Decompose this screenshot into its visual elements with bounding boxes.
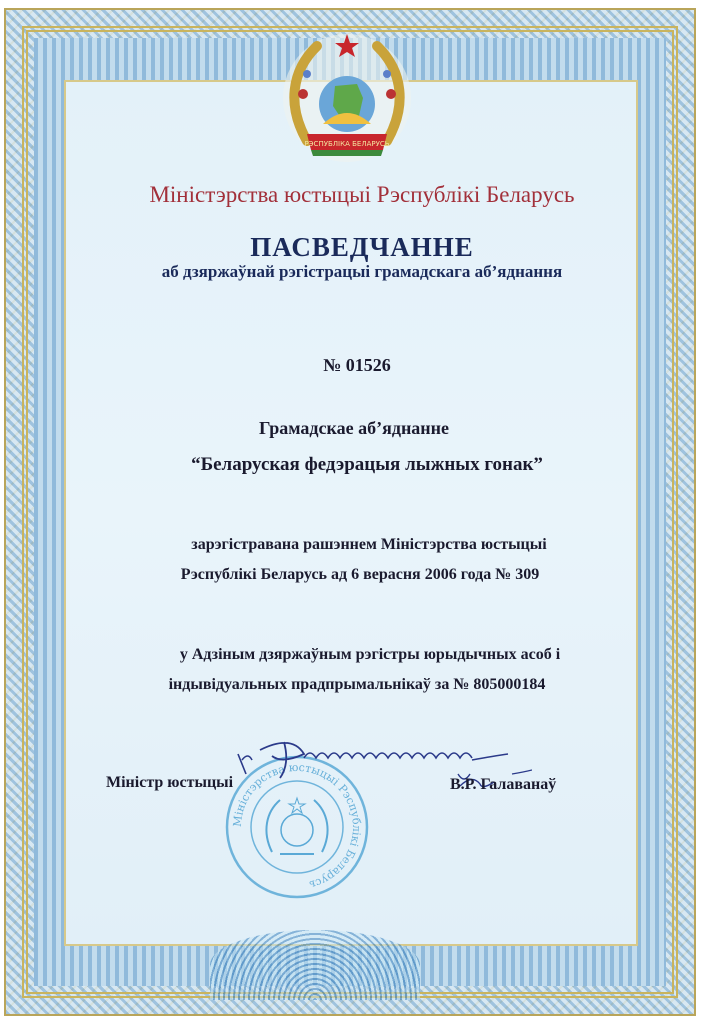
registration-line-1: зарэгістравана рашэннем Міністэрства юстыцыі — [191, 536, 547, 553]
minister-name: В.Р. Галаванаў — [450, 776, 557, 793]
seal-text: Міністэрства юстыцыі Рэспублікі Беларусь — [230, 760, 364, 892]
minister-title: Міністр юстыцыі — [106, 774, 234, 791]
registration-line-2: Рэспублікі Беларусь ад 6 верасня 2006 года № 309 — [180, 566, 540, 583]
state-emblem-icon — [277, 26, 417, 166]
organization-name: “Беларуская федэрацыя лыжных гонак” — [191, 454, 543, 475]
certificate-number: № 01526 — [323, 355, 391, 375]
register-line-1: у Адзіным дзяржаўным рэгістры юрыдычных асоб і — [179, 646, 561, 663]
document-subtitle: аб дзяржаўнай рэгістрацыі грамадскага аб’яднання — [161, 262, 563, 281]
bottom-rosette-ornament — [210, 930, 420, 1000]
emblem-ribbon-text: РЭСПУБЛІКА БЕЛАРУСЬ — [304, 140, 390, 148]
document-title: ПАСВЕДЧАННЕ — [250, 232, 474, 262]
organization-type: Грамадскае аб’яднанне — [258, 418, 450, 438]
ministry-heading: Міністэрства юстыцыі Рэспублікі Беларусь — [149, 182, 575, 207]
register-line-2: індывідуальных прадпрымальнікаў за № 805000184 — [168, 676, 546, 693]
